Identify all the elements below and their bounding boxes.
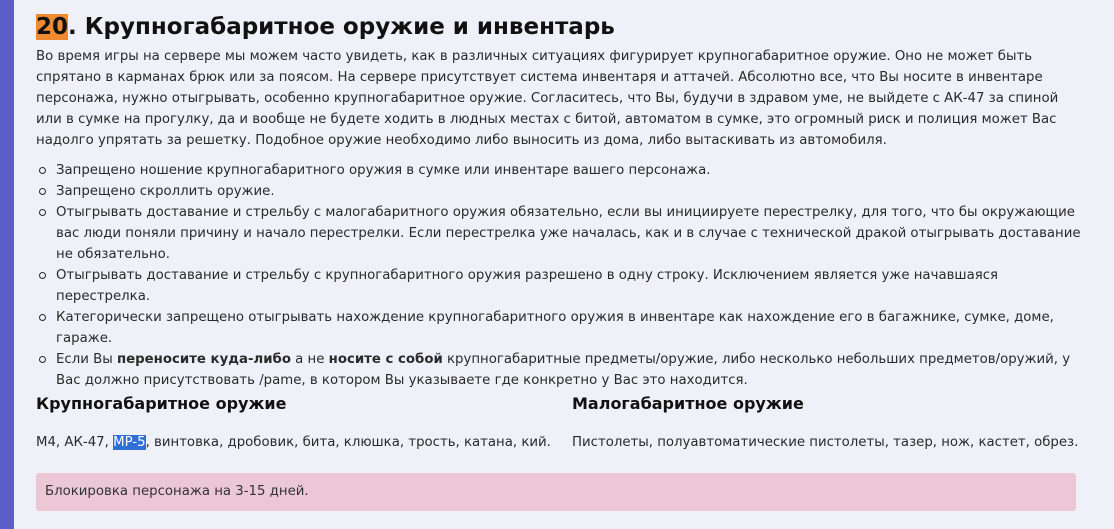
large-weapons-list: М4, АК-47, MP-5, винтовка, дробовик, бита, клюшка, трость, катана, кий. bbox=[36, 435, 551, 450]
section-number: 20 bbox=[36, 14, 69, 40]
large-weapons-column bbox=[36, 390, 551, 453]
bullet-circle-icon bbox=[39, 314, 46, 321]
bullet-circle-icon bbox=[39, 356, 46, 363]
accent-side-bar bbox=[0, 0, 14, 529]
rule-item: Отыгрывать доставание и стрельбу с крупногабаритного оружия разрешено в одну строку. Исключением является уже начавшаяся перестрелка. bbox=[56, 265, 1096, 307]
section-title-text: . Крупногабаритное оружие и инвентарь bbox=[68, 14, 615, 40]
rules-list bbox=[36, 160, 1096, 391]
section-title bbox=[36, 8, 1096, 46]
penalty-notice bbox=[36, 473, 1076, 511]
rule-item: Запрещено ношение крупногабаритного оружия в сумке или инвентаре вашего персонажа. bbox=[56, 160, 1096, 181]
rules-section bbox=[36, 8, 1096, 499]
small-weapons-column bbox=[572, 390, 1078, 453]
penalty-text: Блокировка персонажа на 3-15 дней. bbox=[45, 484, 309, 499]
section-intro: Во время игры на сервере мы можем часто увидеть, как в различных ситуациях фигурирует крупногабаритное оружие. Оно не может быть спрятано в карманах брюк или за поясом. На сервере присутствует система инвентаря и аттачей. Абсолютно все, что Вы носите в инвентаре персонажа, нужно отыгрывать, особенно крупногабаритное оружие. Согласитесь, что Вы, будучи в здравом уме, не выйдете с АК-47 за спиной или в сумке на прогулку, да и вообще не будете ходить в людных местах с битой, автоматом в сумке, это огромный риск и полиция может Вас надолго упрятать за решетку. Подобное оружие необходимо либо выносить из дома, либо вытаскивать из автомобиля. bbox=[36, 49, 1059, 148]
bullet-circle-icon bbox=[39, 209, 46, 216]
rule-item: Категорически запрещено отыгрывать нахождение крупногабаритного оружия в инвентаре как нахождение его в багажнике, сумке, доме, гараже. bbox=[56, 307, 1096, 349]
selected-text[interactable]: MP-5 bbox=[113, 435, 146, 450]
rule-item: Запрещено скроллить оружие. bbox=[56, 181, 1096, 202]
bold-phrase: переносите куда-либо bbox=[116, 352, 291, 367]
bullet-circle-icon bbox=[39, 188, 46, 195]
bold-phrase: носите с собой bbox=[328, 352, 443, 367]
rule-item: Если Вы переносите куда-либо а не носите с собой крупногабаритные предметы/оружие, либо несколько небольших предметов/оружий, у Вас должно присутствовать /pame, в котором Вы указываете где конкретно у Вас это находится. bbox=[56, 349, 1096, 391]
large-weapons-heading: Крупногабаритное оружие bbox=[36, 394, 287, 413]
small-weapons-list: Пистолеты, полуавтоматические пистолеты, тазер, нож, кастет, обрез. bbox=[572, 435, 1079, 450]
bullet-circle-icon bbox=[39, 272, 46, 279]
weapon-categories bbox=[36, 390, 1096, 460]
bullet-circle-icon bbox=[39, 167, 46, 174]
small-weapons-heading: Малогабаритное оружие bbox=[572, 394, 804, 413]
rule-item: Отыгрывать доставание и стрельбу с малогабаритного оружия обязательно, если вы инициируете перестрелку, для того, что бы окружающие вас люди поняли причину и начало перестрелки. Если перестрелка уже началась, как и в случае с технической дракой отыгрывать доставание не обязательно. bbox=[56, 202, 1096, 265]
